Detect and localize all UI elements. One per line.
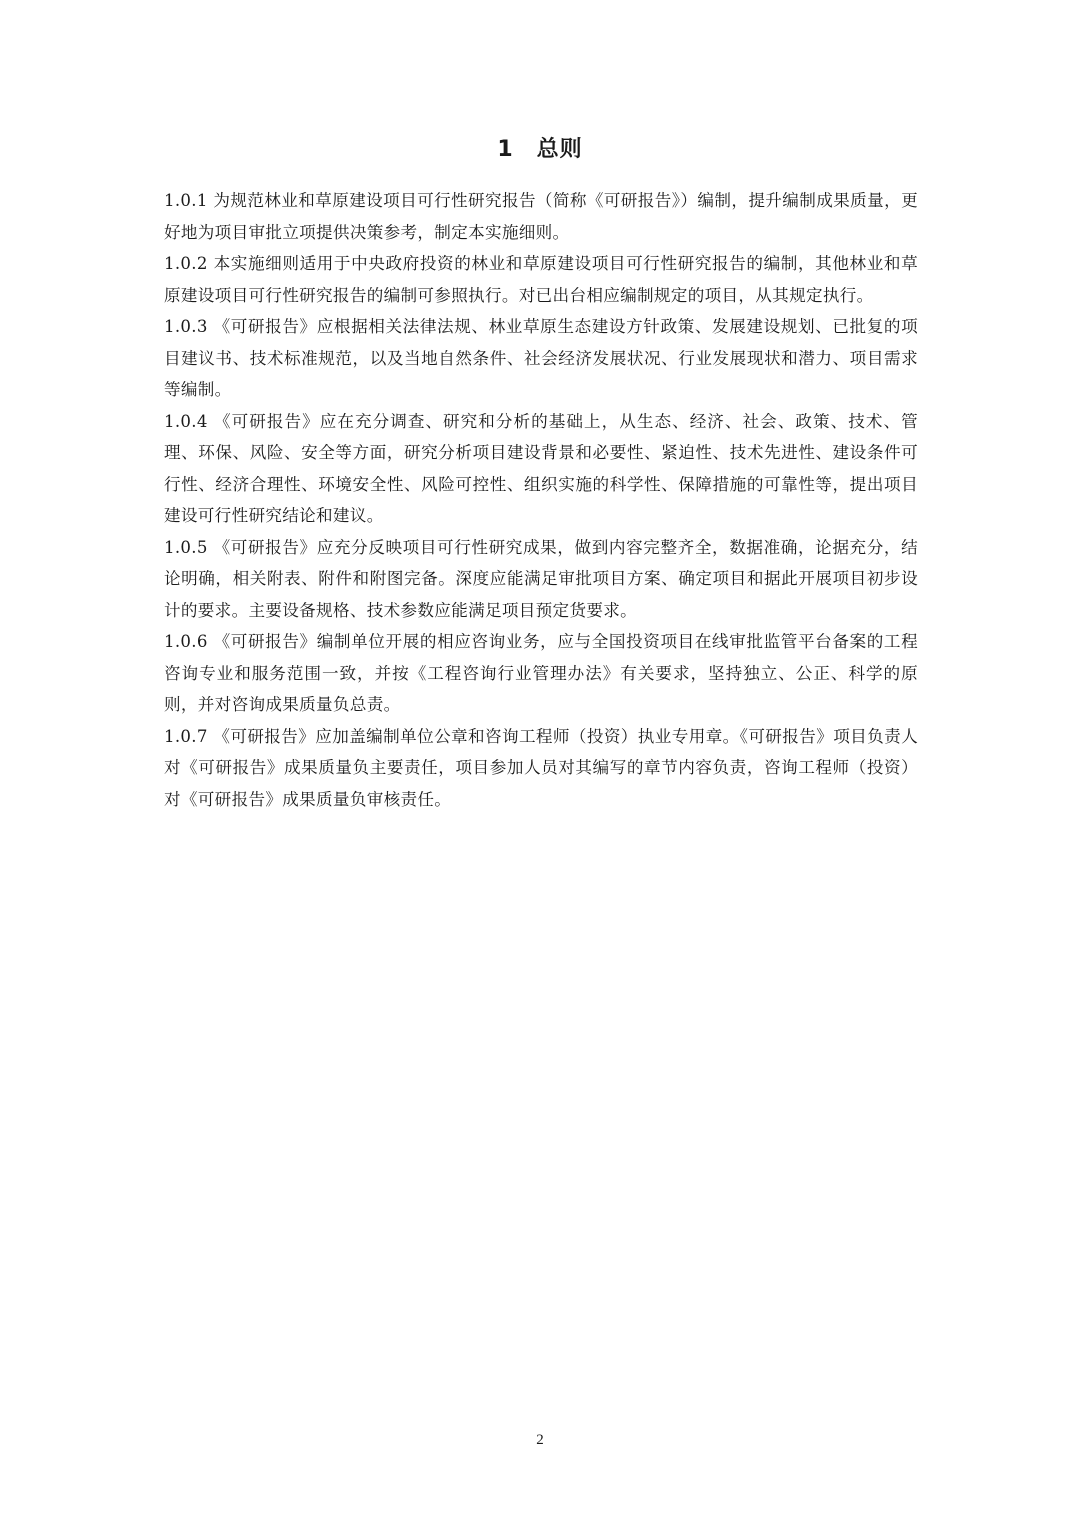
clause-1-0-5: 1.0.5 《可研报告》应充分反映项目可行性研究成果，做到内容完整齐全，数据准确，论据充分，结论明确，相关附表、附件和附图完备。深度应能满足审批项目方案、确定项目和据此开展项目初步设计的要求。主要设备规格、技术参数应能满足项目预定货要求。 xyxy=(164,537,918,620)
clause-1-0-3: 1.0.3 《可研报告》应根据相关法律法规、林业草原生态建设方针政策、发展建设规划、已批复的项目建议书、技术标准规范，以及当地自然条件、社会经济发展状况、行业发展现状和潜力、项目需求等编制。 xyxy=(164,317,918,399)
clause-1-0-1: 1.0.1 为规范林业和草原建设项目可行性研究报告（简称《可研报告》）编制，提升编制成果质量，更好地为项目审批立项提供决策参考，制定本实施细则。 xyxy=(164,191,918,242)
clause-1-0-7: 1.0.7 《可研报告》应加盖编制单位公章和咨询工程师（投资）执业专用章。《可研报告》项目负责人对《可研报告》成果质量负主要责任，项目参加人员对其编写的章节内容负责，咨询工程师（投资）对《可研报告》成果质量负审核责任。 xyxy=(164,726,918,809)
clause-list xyxy=(164,185,918,815)
clause-1-0-2: 1.0.2 本实施细则适用于中央政府投资的林业和草原建设项目可行性研究报告的编制，其他林业和草原建设项目可行性研究报告的编制可参照执行。对已出台相应编制规定的项目，从其规定执行。 xyxy=(164,254,918,305)
chapter-title: 1 总则 xyxy=(497,137,583,162)
clause-1-0-4: 1.0.4 《可研报告》应在充分调查、研究和分析的基础上，从生态、经济、社会、政策、技术、管理、环保、风险、安全等方面，研究分析项目建设背景和必要性、紧迫性、技术先进性、建设条件可行性、经济合理性、环境安全性、风险可控性、组织实施的科学性、保障措施的可靠性等，提出项目建设可行性研究结论和建议。 xyxy=(164,411,918,525)
clause-1-0-6: 1.0.6 《可研报告》编制单位开展的相应咨询业务，应与全国投资项目在线审批监管平台备案的工程咨询专业和服务范围一致，并按《工程咨询行业管理办法》有关要求，坚持独立、公正、科学的原则，并对咨询成果质量负总责。 xyxy=(164,632,918,714)
page-number: 2 xyxy=(536,1432,544,1448)
